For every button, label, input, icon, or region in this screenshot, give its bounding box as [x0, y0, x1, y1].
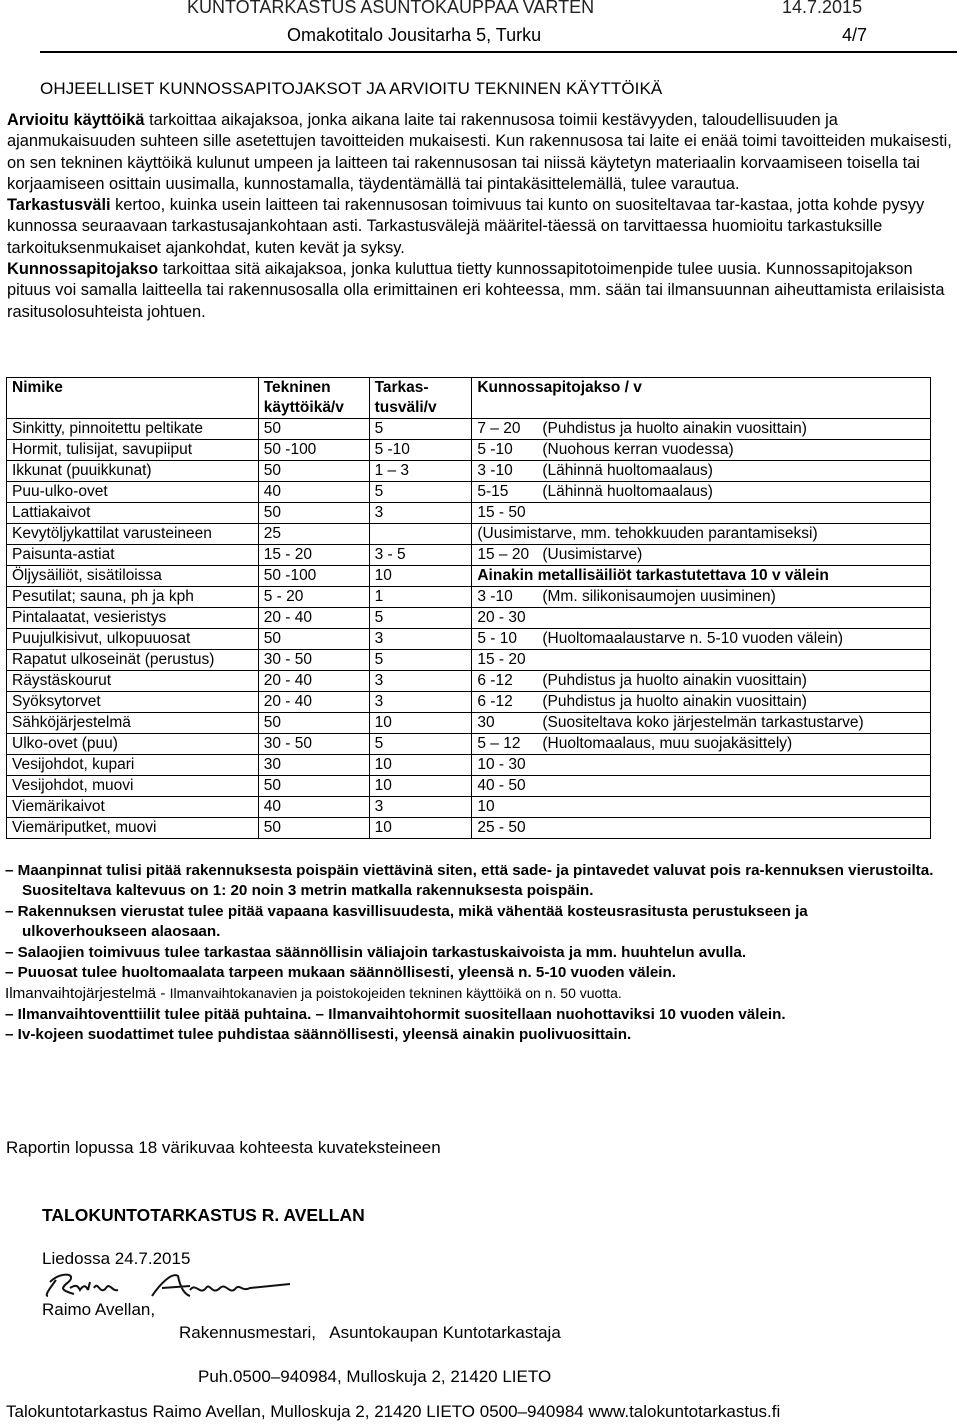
cell-nimike: Syöksytorvet: [7, 692, 259, 713]
cell-tarkastusvali: 10: [369, 566, 472, 587]
cell-kayttoika: 50 -100: [258, 440, 369, 461]
report-header-title-row: [187, 0, 877, 17]
cell-tarkastusvali: 5: [369, 419, 472, 440]
cell-kayttoika: 50: [258, 776, 369, 797]
table-row: [7, 776, 931, 797]
cell-nimike: Lattiakaivot: [7, 503, 259, 524]
cell-tarkastusvali: 3: [369, 671, 472, 692]
table-row: [7, 566, 931, 587]
cell-tarkastusvali: 5: [369, 734, 472, 755]
maintenance-interval: 25 - 50: [477, 819, 526, 836]
note-item: – Iv-kojeen suodattimet tulee puhdistaa säännöllisesti, yleensä ainakin puolivuosittain.: [5, 1026, 632, 1044]
report-date: 14.7.2015: [782, 0, 863, 17]
cell-kayttoika: 25: [258, 524, 369, 545]
cell-kunnossapitojakso: [472, 524, 931, 545]
page-footer: Talokuntotarkastus Raimo Avellan, Mulloskuja 2, 21420 LIETO 0500–940984 www.talokuntotarkastus.fi: [6, 1402, 781, 1421]
place-and-date: Liedossa 24.7.2015: [42, 1249, 191, 1268]
intro-paragraph: [7, 110, 952, 195]
section-title: OHJEELLISET KUNNOSSAPITOJAKSOT JA ARVIOITU TEKNINEN KÄYTTÖIKÄ: [40, 79, 663, 98]
cell-nimike: Kevytöljykattilat varusteineen: [7, 524, 259, 545]
table-row: [7, 692, 931, 713]
maintenance-remark: (Suositeltava koko järjestelmän tarkastustarve): [542, 714, 864, 731]
intro-p3-text: tarkoittaa sitä aikajaksoa, jonka kuluttua tietty kunnossapitotoimenpide tulee uusia. Kunnossapitojakson pituus voi samalla laitteella tai rakennusosalla olla erimittainen eri kohteessa, mm. sään tai ilmansuunnan aiheuttamista erilaisista rasitusolosuhteista johtuen.: [7, 260, 945, 321]
cell-kunnossapitojakso: [472, 692, 931, 713]
cell-tarkastusvali: [369, 524, 472, 545]
maintenance-interval: 5 -10: [477, 441, 513, 458]
cell-nimike: Öljysäiliöt, sisätiloissa: [7, 566, 259, 587]
col-header-tarkastusvali: Tarkas-tusväli/v: [369, 378, 472, 419]
maintenance-remark: (Nuohous kerran vuodessa): [542, 441, 734, 458]
maintenance-interval: 15 - 20: [477, 651, 526, 668]
cell-kunnossapitojakso: [472, 482, 931, 503]
table-row: [7, 482, 931, 503]
maintenance-interval: 5 - 10: [477, 630, 517, 647]
intro-paragraph: [7, 259, 952, 323]
cell-kayttoika: 20 - 40: [258, 671, 369, 692]
cell-tarkastusvali: 5 -10: [369, 440, 472, 461]
maintenance-interval: 15 - 50: [477, 504, 526, 521]
intro-p1-text: tarkoittaa aikajaksoa, jonka aikana laite tai rakennusosa toimii kestävyyden, taloudellisuuden ja ajanmukaisuuden suhteen sille asetettujen tavoitteiden mukaisesti. Kun rakennusosa tai laite ei enää toimi tavoitteiden mukaisesti, on sen tekninen käyttöikä kulunut umpeen ja laitteen tai rakennusosan tai niissä käytetyn materiaalin korvaamiseen toisella tai korjaamiseen osittain uusimalla, kunnostamalla, täydentämällä tai pintakäsittelemällä, tulee varautua.: [7, 111, 952, 193]
cell-kunnossapitojakso: [472, 776, 931, 797]
cell-tarkastusvali: 10: [369, 818, 472, 839]
intro-p2-text: kertoo, kuinka usein laitteen tai rakennusosan toimivuus tai kunto on suositeltavaa tar-kastaa, jotta kohde pysyy kunnossa seuraavaan tarkastusajankohtaan asti. Tarkastusvälejä määritel-täessä on tarvittaessa huomioitu tarkastuksille tarkoituksenmukaiset ajankohdat, kuten kevät ja syksy.: [7, 196, 925, 257]
maintenance-interval: 3 -10: [477, 462, 513, 479]
cell-kayttoika: 50 -100: [258, 566, 369, 587]
cell-nimike: Ikkunat (puuikkunat): [7, 461, 259, 482]
cell-kayttoika: 30 - 50: [258, 734, 369, 755]
col-header-kunnossapitojakso: Kunnossapitojakso / v: [472, 378, 931, 419]
cell-tarkastusvali: 3: [369, 629, 472, 650]
table-row: [7, 713, 931, 734]
table-row: [7, 650, 931, 671]
note-item: – Rakennuksen vierustat tulee pitää vapaana kasvillisuudesta, mikä vähentää kosteusrasitusta perustukseen ja ulkoverhoukseen alaosaan.: [5, 902, 808, 941]
table-row: [7, 587, 931, 608]
maintenance-interval: 10 - 30: [477, 756, 526, 773]
cell-kunnossapitojakso: [472, 440, 931, 461]
col-header-kayttoika: Tekninen käyttöikä/v: [258, 378, 369, 419]
signer-name: Raimo Avellan,: [42, 1300, 156, 1319]
cell-nimike: Pintalaatat, vesieristys: [7, 608, 259, 629]
cell-tarkastusvali: 10: [369, 713, 472, 734]
table-row: [7, 545, 931, 566]
cell-nimike: Ulko-ovet (puu): [7, 734, 259, 755]
cell-nimike: Viemärikaivot: [7, 797, 259, 818]
maintenance-remark: (Lähinnä huoltomaalaus): [542, 483, 713, 500]
col-header-nimike: Nimike: [7, 378, 259, 419]
note-item-ventilation: [5, 983, 935, 1004]
maintenance-interval: (Uusimistarve, mm. tehokkuuden parantamiseksi): [477, 525, 818, 542]
cell-tarkastusvali: 10: [369, 776, 472, 797]
cell-kayttoika: 20 - 40: [258, 608, 369, 629]
header-divider: [40, 51, 957, 53]
maintenance-interval: 7 – 20: [477, 420, 521, 437]
cell-kunnossapitojakso: [472, 650, 931, 671]
maintenance-interval: 6 -12: [477, 672, 513, 689]
cell-tarkastusvali: 5: [369, 650, 472, 671]
maintenance-interval: Ainakin metallisäiliöt tarkastutettava 10 v välein: [477, 567, 829, 584]
cell-kunnossapitojakso: [472, 566, 931, 587]
maintenance-remark: (Huoltomaalaustarve n. 5-10 vuoden välein): [542, 630, 844, 647]
cell-nimike: Paisunta-astiat: [7, 545, 259, 566]
maintenance-remark: (Huoltomaalaus, muu suojakäsittely): [542, 735, 793, 752]
cell-tarkastusvali: 3: [369, 503, 472, 524]
maintenance-remark: (Puhdistus ja huolto ainakin vuosittain): [542, 672, 807, 689]
maintenance-notes: [5, 861, 935, 1046]
maintenance-interval: 30: [477, 714, 495, 731]
table-header-row: [7, 378, 931, 419]
cell-kayttoika: 15 - 20: [258, 545, 369, 566]
intro-paragraph: [7, 195, 952, 259]
cell-kayttoika: 30 - 50: [258, 650, 369, 671]
cell-kunnossapitojakso: [472, 503, 931, 524]
maintenance-interval: 40 - 50: [477, 777, 526, 794]
maintenance-interval: 15 – 20: [477, 546, 530, 563]
cell-kayttoika: 50: [258, 818, 369, 839]
table-row: [7, 671, 931, 692]
term-tarkastusvali: Tarkastusväli: [7, 196, 111, 215]
cell-nimike: Rapatut ulkoseinät (perustus): [7, 650, 259, 671]
cell-kunnossapitojakso: [472, 713, 931, 734]
cell-nimike: Hormit, tulisijat, savupiiput: [7, 440, 259, 461]
cell-kayttoika: 40: [258, 797, 369, 818]
maintenance-remark: (Uusimistarve): [542, 546, 643, 563]
cell-tarkastusvali: 5: [369, 482, 472, 503]
table-row: [7, 755, 931, 776]
cell-kayttoika: 50: [258, 503, 369, 524]
cell-kunnossapitojakso: [472, 629, 931, 650]
cell-tarkastusvali: 10: [369, 755, 472, 776]
table-row: [7, 608, 931, 629]
table-row: [7, 461, 931, 482]
maintenance-interval: 3 -10: [477, 588, 513, 605]
cell-tarkastusvali: 3 - 5: [369, 545, 472, 566]
table-row: [7, 419, 931, 440]
cell-kunnossapitojakso: [472, 734, 931, 755]
table-row: [7, 734, 931, 755]
cell-tarkastusvali: 1: [369, 587, 472, 608]
term-kunnossapitojakso: Kunnossapitojakso: [7, 260, 159, 279]
cell-kunnossapitojakso: [472, 755, 931, 776]
table-row: [7, 797, 931, 818]
report-header-address-row: [287, 25, 867, 47]
note-ventilation-text: Ilmanvaihtokanavien ja poistokojeiden tekninen käyttöikä on n. 50 vuotta.: [169, 985, 622, 1002]
cell-tarkastusvali: 5: [369, 608, 472, 629]
note-item: – Salaojien toimivuus tulee tarkastaa säännöllisin väliajoin tarkastuskaivoista ja mm. huuhtelun avulla.: [5, 943, 747, 961]
maintenance-interval: 5 – 12: [477, 735, 521, 752]
cell-kayttoika: 50: [258, 419, 369, 440]
maintenance-interval: 6 -12: [477, 693, 513, 710]
property-address: Omakotitalo Jousitarha 5, Turku: [287, 25, 542, 45]
cell-nimike: Vesijohdot, muovi: [7, 776, 259, 797]
cell-kunnossapitojakso: [472, 797, 931, 818]
cell-nimike: Puujulkisivut, ulkopuuosat: [7, 629, 259, 650]
maintenance-remark: (Mm. silikonisaumojen uusiminen): [542, 588, 776, 605]
maintenance-remark: (Puhdistus ja huolto ainakin vuosittain): [542, 420, 807, 437]
signer-role: Rakennusmestari, Asuntokaupan Kuntotarkastaja: [179, 1323, 561, 1342]
cell-kunnossapitojakso: [472, 818, 931, 839]
note-ventilation-label: Ilmanvaihtojärjestelmä -: [5, 985, 170, 1003]
maintenance-remark: (Puhdistus ja huolto ainakin vuosittain): [542, 693, 807, 710]
cell-kayttoika: 50: [258, 461, 369, 482]
cell-nimike: Pesutilat; sauna, ph ja kph: [7, 587, 259, 608]
maintenance-interval: 5-15: [477, 483, 509, 500]
cell-kunnossapitojakso: [472, 461, 931, 482]
maintenance-table: [6, 377, 931, 839]
cell-kunnossapitojakso: [472, 545, 931, 566]
cell-tarkastusvali: 3: [369, 692, 472, 713]
cell-kayttoika: 50: [258, 713, 369, 734]
maintenance-remark: (Lähinnä huoltomaalaus): [542, 462, 713, 479]
cell-kunnossapitojakso: [472, 671, 931, 692]
cell-nimike: Vesijohdot, kupari: [7, 755, 259, 776]
cell-nimike: Viemäriputket, muovi: [7, 818, 259, 839]
table-row: [7, 440, 931, 461]
cell-kayttoika: 40: [258, 482, 369, 503]
maintenance-interval: 10: [477, 798, 495, 815]
cell-nimike: Räystäskourut: [7, 671, 259, 692]
table-row: [7, 629, 931, 650]
table-row: [7, 818, 931, 839]
cell-kunnossapitojakso: [472, 608, 931, 629]
cell-tarkastusvali: 1 – 3: [369, 461, 472, 482]
note-item: – Maanpinnat tulisi pitää rakennuksesta poispäin viettävinä siten, että sade- ja pintavedet valuvat pois ra-kennuksen vierustoilta. Suositeltava kaltevuus on 1: 20 noin 3 metrin matkalla rakennuksesta poispäin.: [5, 862, 934, 900]
cell-kunnossapitojakso: [472, 587, 931, 608]
table-row: [7, 503, 931, 524]
cell-kayttoika: 30: [258, 755, 369, 776]
note-item: – Ilmanvaihtoventtiilit tulee pitää puhtaina. – Ilmanvaihtohormit suositellaan nuohottaviksi 10 vuoden välein.: [5, 1005, 786, 1023]
report-photo-note: Raportin lopussa 18 värikuvaa kohteesta kuvateksteineen: [6, 1138, 441, 1157]
cell-kayttoika: 20 - 40: [258, 692, 369, 713]
cell-kunnossapitojakso: [472, 419, 931, 440]
note-item: – Puuosat tulee huoltomaalata tarpeen mukaan säännöllisesti, yleensä n. 5-10 vuoden välein.: [5, 964, 677, 982]
cell-nimike: Sähköjärjestelmä: [7, 713, 259, 734]
intro-text: [7, 110, 952, 323]
cell-nimike: Puu-ulko-ovet: [7, 482, 259, 503]
contact-info: Puh.0500–940984, Mulloskuja 2, 21420 LIETO: [198, 1367, 552, 1386]
cell-kayttoika: 50: [258, 629, 369, 650]
term-arvioitu-kayttoika: Arvioitu käyttöikä: [7, 111, 145, 129]
report-title: KUNTOTARKASTUS ASUNTOKAUPPAA VARTEN: [187, 0, 595, 17]
table-row: [7, 524, 931, 545]
maintenance-interval: 20 - 30: [477, 609, 526, 626]
cell-tarkastusvali: 3: [369, 797, 472, 818]
cell-nimike: Sinkitty, pinnoitettu peltikate: [7, 419, 259, 440]
company-name: TALOKUNTOTARKASTUS R. AVELLAN: [42, 1205, 365, 1225]
cell-kayttoika: 5 - 20: [258, 587, 369, 608]
page-number: 4/7: [841, 25, 867, 45]
